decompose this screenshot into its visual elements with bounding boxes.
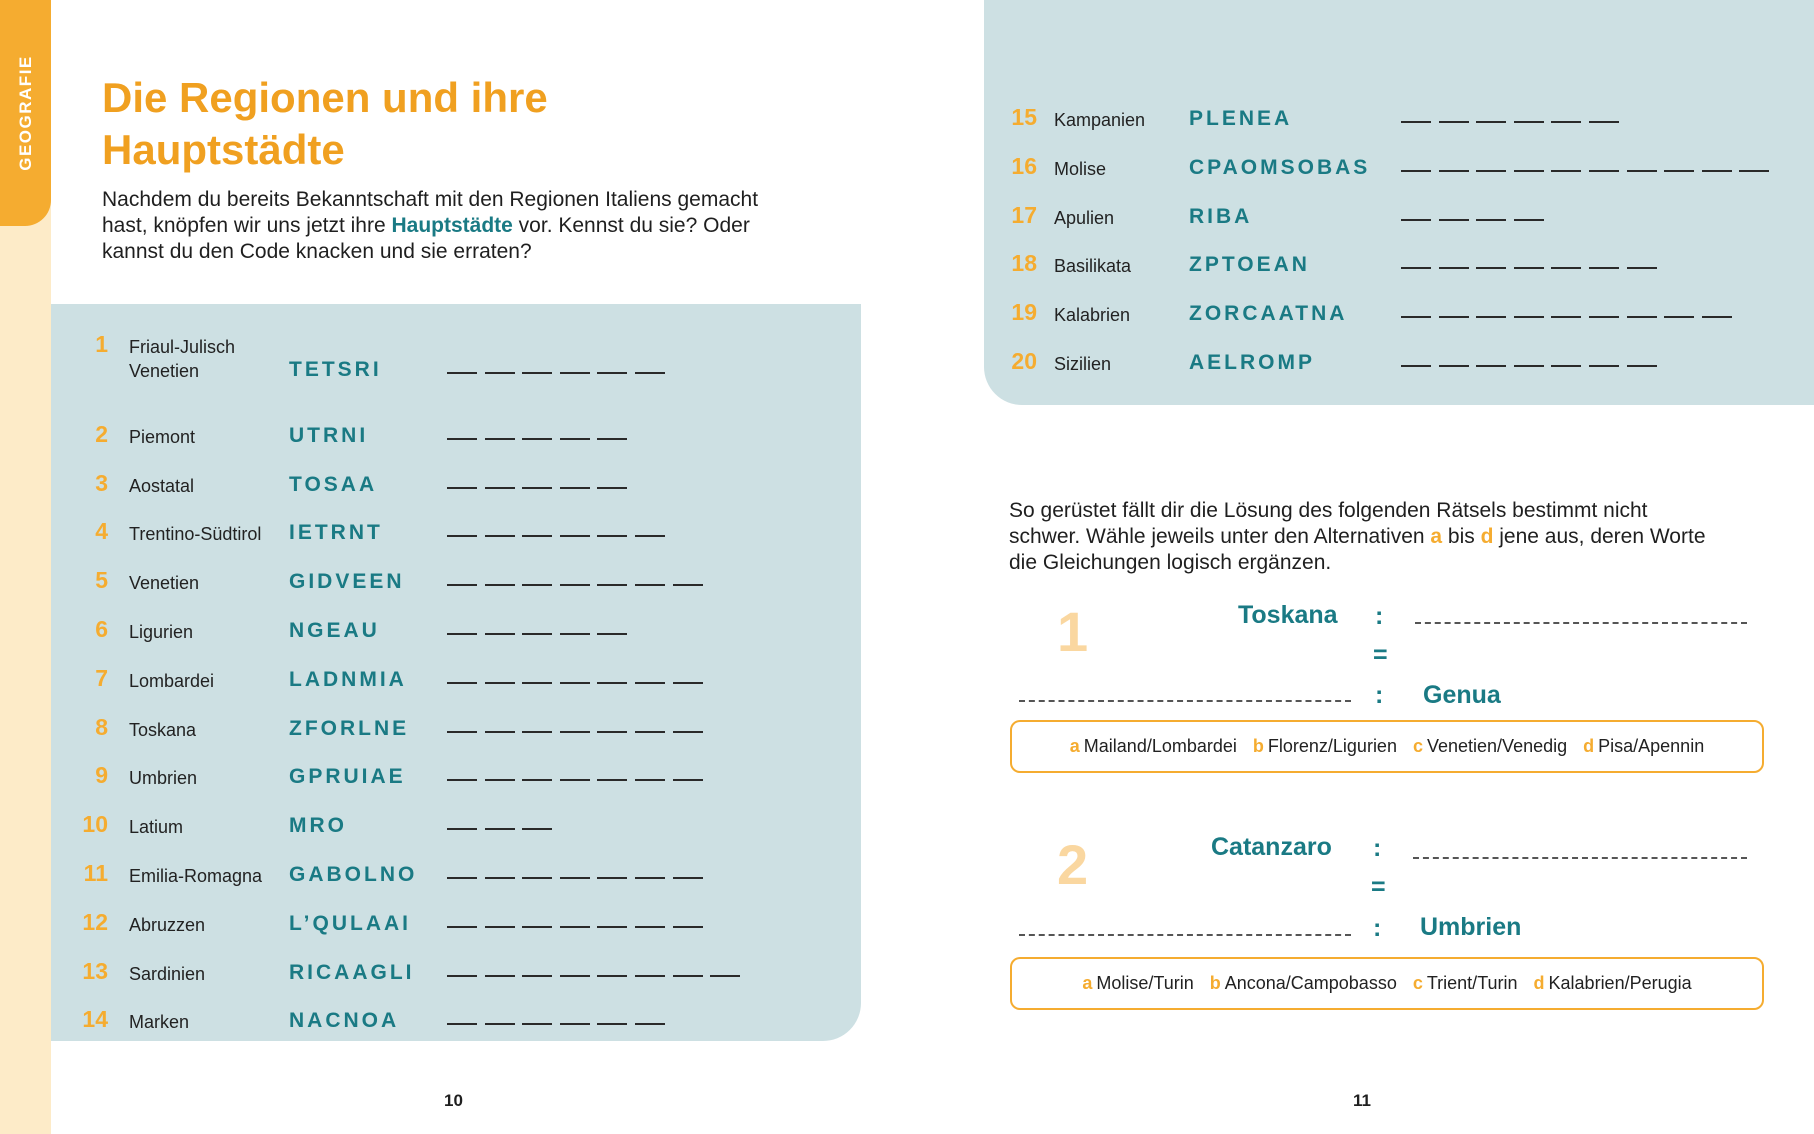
letter-blank[interactable] — [522, 438, 552, 440]
letter-blank[interactable] — [485, 828, 515, 830]
letter-blank[interactable] — [560, 877, 590, 879]
letter-blank[interactable] — [635, 682, 665, 684]
letter-blank[interactable] — [1514, 316, 1544, 318]
scrambled-code: RIBA — [1189, 204, 1253, 228]
puzzle-number: 15 — [1011, 104, 1037, 130]
letter-blank[interactable] — [597, 535, 627, 537]
answer-blanks[interactable] — [447, 682, 710, 686]
region-name: Marken — [129, 1012, 190, 1033]
puzzle-number: 16 — [1011, 152, 1037, 179]
letter-blank[interactable] — [1439, 219, 1469, 221]
puzzle-number: 19 — [1011, 299, 1037, 326]
letter-blank[interactable] — [597, 731, 627, 733]
letter-blank[interactable] — [635, 535, 665, 537]
letter-blank[interactable] — [1589, 267, 1619, 269]
page-number-right: 11 — [1353, 1091, 1371, 1110]
scrambled-code: ZORCAATNA — [1189, 302, 1348, 326]
letter-blank[interactable] — [447, 438, 477, 440]
letter-blank[interactable] — [1476, 170, 1506, 172]
answer-blanks[interactable] — [1401, 219, 1551, 223]
option-b[interactable]: b Florenz/Ligurien — [1252, 736, 1397, 756]
region-name: Lombardei — [129, 670, 215, 691]
answer-blanks[interactable] — [447, 877, 710, 881]
letter-blank[interactable] — [1439, 170, 1469, 172]
scrambled-code: UTRNI — [289, 423, 369, 447]
region-name: Kampanien — [1054, 110, 1146, 130]
letter-blank[interactable] — [522, 633, 552, 635]
letter-blank[interactable] — [560, 926, 590, 928]
answer-blanks[interactable] — [447, 975, 748, 979]
letter-blank[interactable] — [1551, 316, 1581, 318]
puzzle-panel-right — [984, 0, 1814, 405]
answer-blank[interactable] — [1019, 934, 1351, 936]
region-name: Piemont — [129, 426, 196, 447]
letter-blank[interactable] — [1551, 121, 1581, 123]
letter-blank[interactable] — [560, 438, 590, 440]
puzzle-number: 13 — [82, 957, 108, 984]
page-title: Die Regionen und ihre Hauptstädte — [102, 74, 548, 173]
answer-blanks[interactable] — [447, 1023, 673, 1027]
letter-blank[interactable] — [673, 779, 703, 781]
letter-blank[interactable] — [597, 926, 627, 928]
letter-blank[interactable] — [635, 975, 665, 977]
riddle-equals: = — [1371, 873, 1386, 901]
puzzle-number: 1 — [95, 331, 108, 357]
letter-blank[interactable] — [522, 1023, 552, 1025]
letter-blank[interactable] — [1401, 219, 1431, 221]
puzzle-number: 3 — [95, 469, 108, 496]
section-tab-label: GEOGRAFIE — [15, 55, 35, 171]
riddle-colon: : — [1375, 602, 1384, 630]
letter-blank[interactable] — [447, 487, 477, 489]
letter-blank[interactable] — [1476, 267, 1506, 269]
letter-blank[interactable] — [447, 975, 477, 977]
riddle-top-word: Catanzaro — [1211, 833, 1332, 861]
letter-blank[interactable] — [1702, 316, 1732, 318]
letter-blank[interactable] — [522, 926, 552, 928]
letter-blank[interactable] — [597, 682, 627, 684]
option-a[interactable]: a Mailand/Lombardei — [1069, 736, 1237, 756]
scrambled-code: NACNOA — [289, 1009, 400, 1033]
letter-blank[interactable] — [1401, 121, 1431, 123]
riddle-colon: : — [1373, 914, 1382, 942]
region-name: Basilikata — [1054, 256, 1132, 277]
letter-blank[interactable] — [710, 975, 740, 977]
region-name: Molise — [1054, 158, 1107, 179]
letter-blank[interactable] — [1551, 170, 1581, 172]
letter-blank[interactable] — [447, 926, 477, 928]
scrambled-code: ZFORLNE — [289, 716, 410, 740]
letter-blank[interactable] — [522, 584, 552, 586]
region-name: Emilia-Romagna — [129, 866, 263, 886]
scrambled-code: GABOLNO — [289, 863, 418, 886]
scrambled-code: RICAAGLI — [289, 960, 415, 984]
intro-text: Nachdem du bereits Bekanntschaft mit den Regionen Italiens gemacht hast, knöpfen wir uns jetzt ihre Hauptstädte vor. Kennst du sie? Oder kannst du den Code knacken und sie erraten? — [102, 188, 759, 263]
answer-blanks[interactable] — [1401, 121, 1627, 125]
letter-blank[interactable] — [597, 975, 627, 977]
puzzle-number: 7 — [95, 664, 108, 691]
answer-blanks[interactable] — [1401, 316, 1739, 320]
letter-blank[interactable] — [597, 584, 627, 586]
letter-blank[interactable] — [447, 731, 477, 733]
letter-blank[interactable] — [522, 535, 552, 537]
scrambled-code: L’QULAAI — [289, 911, 411, 935]
puzzle-number: 4 — [95, 518, 108, 545]
region-name: Toskana — [129, 719, 197, 740]
letter-blank[interactable] — [1664, 316, 1694, 318]
scrambled-code: CPAOMSOBAS — [1189, 155, 1371, 179]
answer-blanks[interactable] — [447, 779, 710, 783]
letter-blank[interactable] — [1514, 365, 1544, 367]
letter-blank[interactable] — [635, 926, 665, 928]
region-name: Sardinien — [129, 963, 206, 984]
option-c[interactable]: c Venetien/Venedig — [1412, 736, 1568, 756]
letter-blank[interactable] — [597, 372, 627, 374]
letter-blank[interactable] — [560, 584, 590, 586]
letter-blank[interactable] — [635, 779, 665, 781]
answer-blanks[interactable] — [447, 633, 635, 637]
letter-blank[interactable] — [447, 584, 477, 586]
riddle-equals: = — [1373, 641, 1388, 669]
puzzle-number: 9 — [95, 762, 108, 789]
scrambled-code: GIDVEEN — [289, 570, 405, 594]
options-box — [1010, 957, 1764, 1010]
letter-blank[interactable] — [447, 828, 477, 830]
scrambled-code: NGEAU — [289, 619, 380, 642]
letter-blank[interactable] — [673, 877, 703, 879]
letter-blank[interactable] — [447, 535, 477, 537]
letter-blank[interactable] — [673, 926, 703, 928]
letter-blank[interactable] — [1514, 121, 1544, 123]
scrambled-code: PLENEA — [1189, 107, 1293, 130]
letter-blank[interactable] — [1514, 170, 1544, 172]
region-name: Latium — [129, 817, 184, 838]
answer-blanks[interactable] — [1401, 170, 1777, 174]
letter-blank[interactable] — [485, 1023, 515, 1025]
region-name: Abruzzen — [129, 914, 206, 935]
answer-blanks[interactable] — [1401, 365, 1664, 369]
letter-blank[interactable] — [635, 1023, 665, 1025]
letter-blank[interactable] — [447, 779, 477, 781]
letter-blank[interactable] — [635, 877, 665, 879]
letter-blank[interactable] — [673, 731, 703, 733]
letter-blank[interactable] — [560, 975, 590, 977]
option-d[interactable]: d Kalabrien/Perugia — [1533, 973, 1692, 993]
options-box — [1010, 720, 1764, 773]
letter-blank[interactable] — [485, 975, 515, 977]
letter-blank[interactable] — [1589, 121, 1619, 123]
letter-blank[interactable] — [1476, 121, 1506, 123]
letter-blank[interactable] — [597, 633, 627, 635]
scrambled-code: IETRNT — [289, 521, 383, 545]
scrambled-code: LADNMIA — [289, 667, 407, 691]
puzzle-number: 20 — [1011, 348, 1037, 374]
letter-blank[interactable] — [447, 372, 477, 374]
letter-blank[interactable] — [485, 438, 515, 440]
region-name: Umbrien — [129, 768, 198, 789]
answer-blanks[interactable] — [447, 535, 673, 539]
riddle-intro: So gerüstet fällt dir die Lösung des folgenden Rätsels bestimmt nicht schwer. Wähle jeweils unter den Alternativen a bis d jene aus, deren Worte die Gleichungen logisch ergänzen. — [1009, 499, 1706, 574]
answer-blanks[interactable] — [447, 438, 635, 442]
puzzle-number: 18 — [1011, 250, 1037, 277]
letter-blank[interactable] — [1589, 170, 1619, 172]
letter-blank[interactable] — [485, 535, 515, 537]
letter-blank[interactable] — [560, 535, 590, 537]
letter-blank[interactable] — [1401, 316, 1431, 318]
letter-blank[interactable] — [1439, 316, 1469, 318]
letter-blank[interactable] — [1439, 121, 1469, 123]
letter-blank[interactable] — [560, 779, 590, 781]
letter-blank[interactable] — [522, 828, 552, 830]
letter-blank[interactable] — [597, 779, 627, 781]
letter-blank[interactable] — [447, 633, 477, 635]
letter-blank[interactable] — [1627, 170, 1657, 172]
letter-blank[interactable] — [1551, 267, 1581, 269]
answer-blank[interactable] — [1019, 700, 1351, 702]
letter-blank[interactable] — [635, 584, 665, 586]
letter-blank[interactable] — [1589, 316, 1619, 318]
region-name: Venetien — [129, 573, 200, 594]
letter-blank[interactable] — [447, 682, 477, 684]
scrambled-code: ZPTOEAN — [1189, 253, 1310, 277]
letter-blank[interactable] — [597, 487, 627, 489]
letter-blank[interactable] — [560, 372, 590, 374]
region-name-line1: Friaul-Julisch — [129, 337, 236, 357]
region-name: Apulien — [1054, 207, 1115, 228]
letter-blank[interactable] — [485, 731, 515, 733]
letter-blank[interactable] — [1476, 219, 1506, 221]
region-name: Kalabrien — [1054, 305, 1131, 326]
answer-blank[interactable] — [1415, 622, 1747, 624]
puzzle-number: 5 — [95, 567, 108, 594]
letter-blank[interactable] — [1739, 170, 1769, 172]
scrambled-code: GPRUIAE — [289, 765, 406, 789]
letter-blank[interactable] — [485, 926, 515, 928]
option-c[interactable]: c Trient/Turin — [1412, 973, 1518, 993]
region-name-line2: Venetien — [129, 361, 200, 381]
scrambled-code: TETSRI — [289, 358, 382, 381]
letter-blank[interactable] — [1514, 267, 1544, 269]
letter-blank[interactable] — [485, 487, 515, 489]
letter-blank[interactable] — [447, 877, 477, 879]
letter-blank[interactable] — [1627, 316, 1657, 318]
letter-blank[interactable] — [673, 975, 703, 977]
page-number-left: 10 — [444, 1091, 463, 1110]
letter-blank[interactable] — [485, 779, 515, 781]
letter-blank[interactable] — [522, 975, 552, 977]
letter-blank[interactable] — [1476, 316, 1506, 318]
letter-blank[interactable] — [1589, 365, 1619, 367]
letter-blank[interactable] — [485, 877, 515, 879]
puzzle-number: 17 — [1011, 201, 1037, 228]
riddle-colon: : — [1375, 681, 1384, 709]
region-name: Sizilien — [1054, 354, 1112, 374]
region-name: Ligurien — [129, 622, 194, 642]
letter-blank[interactable] — [1401, 267, 1431, 269]
answer-blanks[interactable] — [447, 731, 710, 735]
letter-blank[interactable] — [1401, 170, 1431, 172]
scrambled-code: TOSAA — [289, 472, 378, 496]
letter-blank[interactable] — [560, 487, 590, 489]
letter-blank[interactable] — [1514, 219, 1544, 221]
puzzle-number: 14 — [82, 1006, 108, 1033]
answer-blanks[interactable] — [447, 828, 560, 832]
answer-blanks[interactable] — [447, 584, 710, 588]
riddle-bottom-word: Umbrien — [1420, 913, 1522, 941]
letter-blank[interactable] — [1702, 170, 1732, 172]
letter-blank[interactable] — [560, 731, 590, 733]
letter-blank[interactable] — [597, 1023, 627, 1025]
puzzle-number: 2 — [95, 420, 108, 447]
puzzle-number: 6 — [95, 616, 108, 642]
letter-blank[interactable] — [522, 487, 552, 489]
letter-blank[interactable] — [1439, 267, 1469, 269]
letter-blank[interactable] — [1664, 170, 1694, 172]
letter-blank[interactable] — [560, 682, 590, 684]
riddle-top-word: Toskana — [1238, 601, 1338, 629]
letter-blank[interactable] — [635, 372, 665, 374]
region-name: Trentino-Südtirol — [129, 524, 262, 545]
option-d[interactable]: d Pisa/Apennin — [1583, 736, 1705, 756]
letter-blank[interactable] — [522, 731, 552, 733]
letter-blank[interactable] — [597, 438, 627, 440]
letter-blank[interactable] — [1627, 365, 1657, 367]
letter-blank[interactable] — [560, 1023, 590, 1025]
letter-blank[interactable] — [673, 584, 703, 586]
letter-blank[interactable] — [1439, 365, 1469, 367]
scrambled-code: AELROMP — [1189, 351, 1315, 374]
riddle-colon: : — [1373, 834, 1382, 862]
answer-blank[interactable] — [1413, 857, 1747, 859]
puzzle-number: 12 — [82, 908, 108, 935]
answer-blanks[interactable] — [447, 926, 710, 930]
letter-blank[interactable] — [1627, 267, 1657, 269]
option-b[interactable]: b Ancona/Campobasso — [1209, 973, 1397, 993]
letter-blank[interactable] — [522, 779, 552, 781]
letter-blank[interactable] — [522, 372, 552, 374]
answer-blanks[interactable] — [447, 487, 635, 491]
puzzle-number: 8 — [95, 713, 108, 740]
letter-blank[interactable] — [635, 731, 665, 733]
letter-blank[interactable] — [447, 1023, 477, 1025]
answer-blanks[interactable] — [447, 372, 673, 376]
option-a[interactable]: a Molise/Turin — [1082, 973, 1194, 993]
letter-blank[interactable] — [1551, 365, 1581, 367]
letter-blank[interactable] — [485, 682, 515, 684]
letter-blank[interactable] — [1476, 365, 1506, 367]
letter-blank[interactable] — [522, 877, 552, 879]
scrambled-code: MRO — [289, 814, 347, 838]
letter-blank[interactable] — [560, 633, 590, 635]
answer-blanks[interactable] — [1401, 267, 1664, 271]
letter-blank[interactable] — [485, 372, 515, 374]
puzzle-number: 10 — [82, 811, 108, 838]
letter-blank[interactable] — [522, 682, 552, 684]
riddle-bottom-word: Genua — [1423, 681, 1501, 709]
region-name: Aostatal — [129, 475, 195, 496]
riddle-number: 1 — [1057, 600, 1089, 663]
letter-blank[interactable] — [673, 682, 703, 684]
letter-blank[interactable] — [485, 633, 515, 635]
riddle-number: 2 — [1057, 833, 1089, 896]
letter-blank[interactable] — [597, 877, 627, 879]
letter-blank[interactable] — [485, 584, 515, 586]
puzzle-number: 11 — [83, 860, 108, 886]
letter-blank[interactable] — [1401, 365, 1431, 367]
